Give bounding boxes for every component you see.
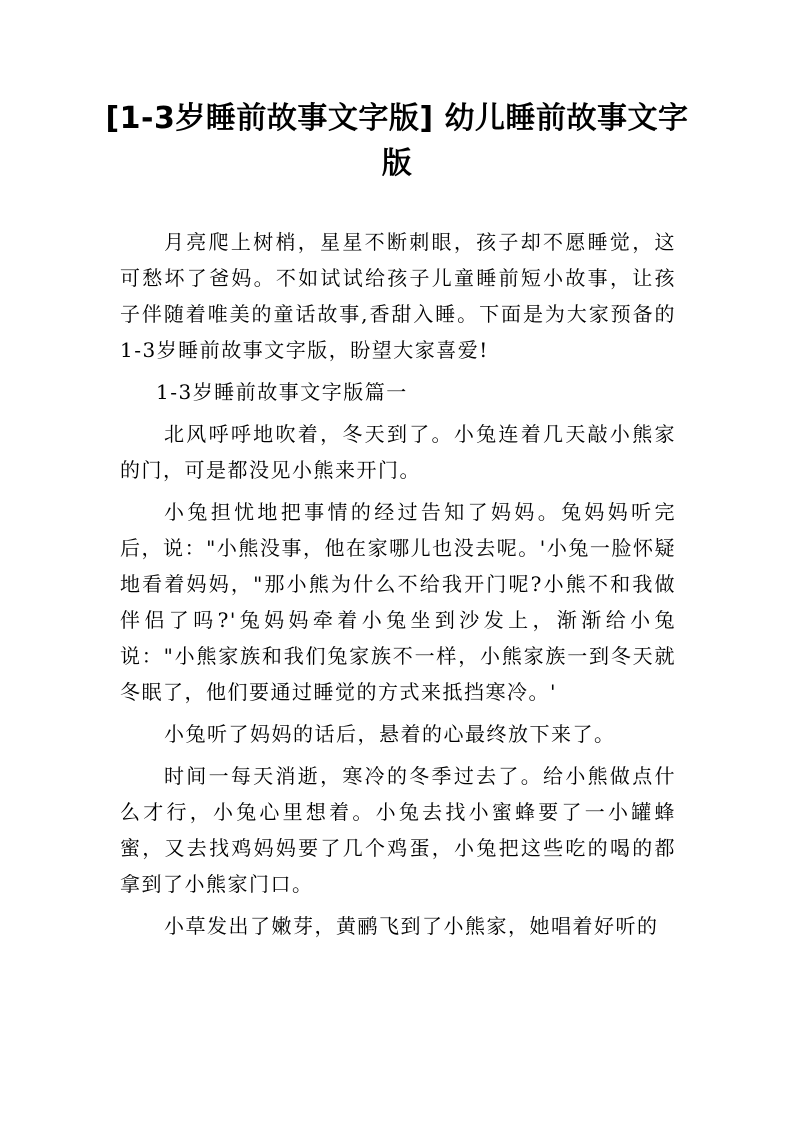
story-paragraph: 北风呼呼地吹着，冬天到了。小兔连着几天敲小熊家的门，可是都没见小熊来开门。 xyxy=(120,422,676,482)
story-paragraph: 小兔听了妈妈的话后，悬着的心最终放下来了。 xyxy=(164,722,616,746)
document-body xyxy=(120,224,676,950)
story-paragraph: 小草发出了嫩芽，黄鹂飞到了小熊家，她唱着好听的 xyxy=(164,914,659,938)
story-paragraph: 时间一每天消逝，寒冷的冬季过去了。给小熊做点什么才行，小兔心里想着。小兔去找小蜜蜂要了一小罐蜂蜜，又去找鸡妈妈要了几个鸡蛋，小兔把这些吃的喝的都拿到了小熊家门口。 xyxy=(120,764,676,896)
section-heading: 1-3岁睡前故事文字版篇一 xyxy=(156,380,408,404)
story-paragraph: 小兔担忧地把事情的经过告知了妈妈。兔妈妈听完后，说："小熊没事，他在家哪儿也没去呢。'小兔一脸怀疑地看着妈妈，"那小熊为什么不给我开门呢?小熊不和我做伴侣了吗?'兔妈妈牵着小兔坐到沙发上，渐渐给小兔说："小熊家族和我们兔家族不一样，小熊家族一到冬天就冬眠了，他们要通过睡觉的方式来抵挡寒冷。' xyxy=(120,500,676,704)
document-title: [1-3岁睡前故事文字版] 幼儿睡前故事文字版 xyxy=(105,101,689,181)
intro-paragraph: 月亮爬上树梢，星星不断刺眼，孩子却不愿睡觉，这可愁坏了爸妈。不如试试给孩子儿童睡前短小故事，让孩子伴随着唯美的童话故事,香甜入睡。下面是为大家预备的1-3岁睡前故事文字版，盼望大家喜爱! xyxy=(120,230,676,362)
